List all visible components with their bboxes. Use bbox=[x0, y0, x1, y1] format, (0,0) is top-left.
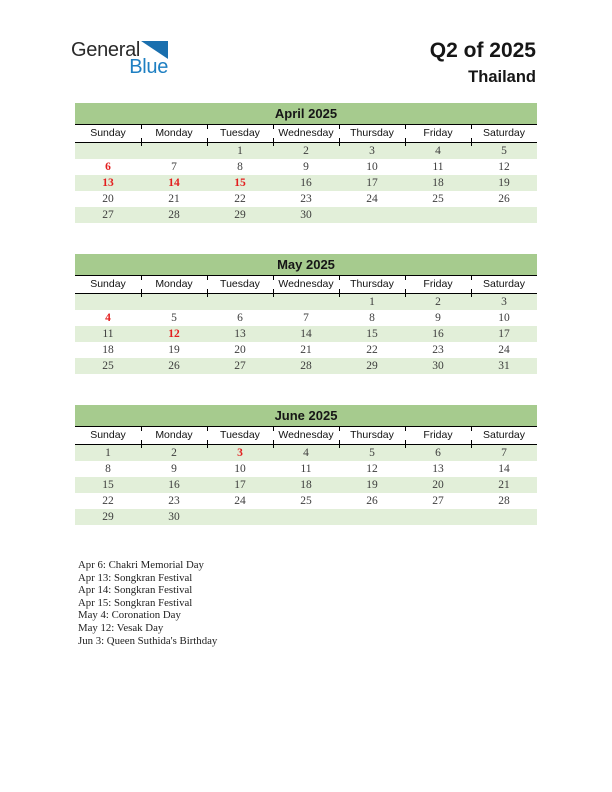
day-cell: 10 bbox=[234, 463, 246, 475]
day-cell: 20 bbox=[432, 479, 444, 491]
weekday-label: Monday bbox=[141, 427, 207, 444]
day-cell: 22 bbox=[234, 193, 246, 205]
holiday-note: Apr 14: Songkran Festival bbox=[78, 584, 193, 597]
day-cell: 27 bbox=[102, 209, 114, 221]
day-cell: 11 bbox=[432, 161, 444, 173]
weekday-label: Thursday bbox=[339, 125, 405, 142]
day-cell: 14 bbox=[498, 463, 510, 475]
logo-text-blue: Blue bbox=[129, 56, 169, 78]
masthead bbox=[430, 39, 536, 86]
general-blue-logo bbox=[71, 40, 168, 77]
weekday-label: Tuesday bbox=[207, 125, 273, 142]
month-calendar bbox=[75, 405, 537, 525]
week-row bbox=[75, 191, 537, 207]
day-cell: 8 bbox=[105, 463, 111, 475]
day-cell: 27 bbox=[432, 495, 444, 507]
day-cell: 9 bbox=[303, 161, 309, 173]
day-cell-holiday: 6 bbox=[105, 161, 111, 173]
day-cell: 30 bbox=[432, 360, 444, 372]
day-cell: 6 bbox=[237, 312, 243, 324]
holiday-note: Apr 6: Chakri Memorial Day bbox=[78, 559, 204, 571]
month-title: June 2025 bbox=[75, 405, 537, 426]
day-cell: 7 bbox=[303, 312, 309, 324]
day-cell: 1 bbox=[339, 294, 405, 310]
weekday-label: Sunday bbox=[90, 278, 126, 290]
day-cell: 25 bbox=[432, 193, 444, 205]
day-cell: 22 bbox=[102, 495, 114, 507]
month-calendar bbox=[75, 103, 537, 223]
weekday-label: Saturday bbox=[471, 276, 537, 293]
day-cell: 4 bbox=[273, 445, 339, 461]
day-cell: 7 bbox=[171, 161, 177, 173]
day-cell-empty bbox=[273, 294, 339, 310]
day-cell: 1 bbox=[105, 447, 111, 459]
day-cell: 2 bbox=[141, 445, 207, 461]
month-calendar bbox=[75, 254, 537, 374]
day-cell-empty bbox=[405, 509, 471, 525]
day-cell: 24 bbox=[234, 495, 246, 507]
day-cell: 11 bbox=[102, 328, 114, 340]
week-row bbox=[75, 445, 537, 461]
quarter-calendars bbox=[75, 103, 537, 556]
day-cell: 25 bbox=[300, 495, 312, 507]
weekday-label: Friday bbox=[405, 427, 471, 444]
week-row bbox=[75, 294, 537, 310]
week-row bbox=[75, 207, 537, 223]
weekday-header-row bbox=[75, 275, 537, 294]
weekday-label: Friday bbox=[405, 276, 471, 293]
day-cell: 22 bbox=[366, 344, 378, 356]
week-row bbox=[75, 342, 537, 358]
day-cell: 15 bbox=[102, 479, 114, 491]
day-cell: 1 bbox=[207, 143, 273, 159]
day-cell: 18 bbox=[300, 479, 312, 491]
day-cell: 9 bbox=[171, 463, 177, 475]
week-row bbox=[75, 493, 537, 509]
weekday-label: Thursday bbox=[339, 427, 405, 444]
day-cell: 16 bbox=[168, 479, 180, 491]
weekday-label: Wednesday bbox=[273, 276, 339, 293]
day-cell-empty bbox=[471, 509, 537, 525]
day-cell: 29 bbox=[234, 209, 246, 221]
week-row bbox=[75, 175, 537, 191]
day-cell: 16 bbox=[432, 328, 444, 340]
month-title: April 2025 bbox=[75, 103, 537, 124]
day-cell: 29 bbox=[102, 511, 114, 523]
day-cell: 27 bbox=[234, 360, 246, 372]
weekday-label: Wednesday bbox=[273, 427, 339, 444]
weekday-label: Saturday bbox=[471, 427, 537, 444]
day-cell: 23 bbox=[168, 495, 180, 507]
day-cell-empty bbox=[471, 207, 537, 223]
day-cell: 4 bbox=[405, 143, 471, 159]
day-cell: 21 bbox=[168, 193, 180, 205]
day-cell: 16 bbox=[300, 177, 312, 189]
day-cell-empty bbox=[405, 207, 471, 223]
week-row bbox=[75, 143, 537, 159]
day-cell: 5 bbox=[171, 312, 177, 324]
day-cell-empty bbox=[207, 509, 273, 525]
day-cell-holiday: 4 bbox=[105, 312, 111, 324]
week-row bbox=[75, 477, 537, 493]
day-cell-empty bbox=[75, 143, 141, 159]
day-cell-holiday: 15 bbox=[234, 177, 246, 189]
day-cell: 3 bbox=[471, 294, 537, 310]
day-cell: 26 bbox=[498, 193, 510, 205]
weekday-label: Sunday bbox=[90, 429, 126, 441]
day-cell-empty bbox=[141, 143, 207, 159]
holiday-note: May 12: Vesak Day bbox=[78, 621, 164, 634]
day-cell-holiday: 12 bbox=[168, 328, 180, 340]
day-cell: 8 bbox=[369, 312, 375, 324]
day-cell: 28 bbox=[300, 360, 312, 372]
day-cell: 13 bbox=[432, 463, 444, 475]
day-cell: 30 bbox=[300, 209, 312, 221]
day-cell-empty bbox=[207, 294, 273, 310]
day-cell: 24 bbox=[366, 193, 378, 205]
day-cell: 12 bbox=[498, 161, 510, 173]
weekday-header-row bbox=[75, 426, 537, 445]
day-cell: 5 bbox=[471, 143, 537, 159]
day-cell: 28 bbox=[498, 495, 510, 507]
day-cell: 17 bbox=[366, 177, 378, 189]
day-cell: 26 bbox=[366, 495, 378, 507]
day-cell: 13 bbox=[234, 328, 246, 340]
day-cell-empty bbox=[75, 294, 141, 310]
day-cell: 6 bbox=[405, 445, 471, 461]
day-cell: 9 bbox=[435, 312, 441, 324]
day-cell: 2 bbox=[273, 143, 339, 159]
weekday-label: Thursday bbox=[339, 276, 405, 293]
day-cell-holiday: 13 bbox=[102, 177, 114, 189]
day-cell: 21 bbox=[498, 479, 510, 491]
weekday-label: Friday bbox=[405, 125, 471, 142]
weekday-label: Wednesday bbox=[273, 125, 339, 142]
holiday-note: Jun 3: Queen Suthida's Birthday bbox=[78, 634, 218, 647]
day-cell: 30 bbox=[168, 511, 180, 523]
weekday-label: Saturday bbox=[471, 125, 537, 142]
day-cell: 18 bbox=[432, 177, 444, 189]
day-cell-empty bbox=[339, 509, 405, 525]
weekday-label: Tuesday bbox=[207, 427, 273, 444]
holiday-note: Apr 13: Songkran Festival bbox=[78, 571, 193, 584]
day-cell: 21 bbox=[300, 344, 312, 356]
day-cell: 11 bbox=[300, 463, 312, 475]
holiday-note: May 4: Coronation Day bbox=[78, 609, 181, 622]
weekday-header-row bbox=[75, 124, 537, 143]
day-cell: 28 bbox=[168, 209, 180, 221]
logo-text-general: General bbox=[71, 39, 141, 61]
day-cell: 25 bbox=[102, 360, 114, 372]
week-row bbox=[75, 358, 537, 374]
weekday-label: Sunday bbox=[90, 127, 126, 139]
weekday-label: Tuesday bbox=[207, 276, 273, 293]
day-cell: 10 bbox=[366, 161, 378, 173]
day-cell: 17 bbox=[234, 479, 246, 491]
day-cell: 29 bbox=[366, 360, 378, 372]
page-title: Q2 of 2025 bbox=[429, 39, 536, 62]
day-cell: 20 bbox=[234, 344, 246, 356]
day-cell-empty bbox=[339, 207, 405, 223]
day-cell: 15 bbox=[366, 328, 378, 340]
day-cell: 3 bbox=[339, 143, 405, 159]
day-cell: 10 bbox=[498, 312, 510, 324]
day-cell: 7 bbox=[471, 445, 537, 461]
day-cell: 17 bbox=[498, 328, 510, 340]
day-cell: 12 bbox=[366, 463, 378, 475]
day-cell: 19 bbox=[366, 479, 378, 491]
holiday-notes-list bbox=[78, 559, 217, 647]
day-cell-empty bbox=[273, 509, 339, 525]
week-row bbox=[75, 461, 537, 477]
day-cell: 23 bbox=[300, 193, 312, 205]
week-row bbox=[75, 159, 537, 175]
day-cell-empty bbox=[141, 294, 207, 310]
day-cell: 19 bbox=[498, 177, 510, 189]
day-cell: 2 bbox=[405, 294, 471, 310]
month-title: May 2025 bbox=[75, 254, 537, 275]
page-subtitle: Thailand bbox=[468, 68, 536, 86]
day-cell-holiday: 3 bbox=[207, 445, 273, 461]
day-cell: 5 bbox=[339, 445, 405, 461]
day-cell-holiday: 14 bbox=[168, 177, 180, 189]
day-cell: 23 bbox=[432, 344, 444, 356]
week-row bbox=[75, 310, 537, 326]
day-cell: 19 bbox=[168, 344, 180, 356]
day-cell: 8 bbox=[237, 161, 243, 173]
weekday-label: Monday bbox=[141, 125, 207, 142]
day-cell: 18 bbox=[102, 344, 114, 356]
day-cell: 26 bbox=[168, 360, 180, 372]
day-cell: 20 bbox=[102, 193, 114, 205]
day-cell: 24 bbox=[498, 344, 510, 356]
week-row bbox=[75, 326, 537, 342]
weekday-label: Monday bbox=[141, 276, 207, 293]
day-cell: 31 bbox=[498, 360, 510, 372]
day-cell: 14 bbox=[300, 328, 312, 340]
holiday-note: Apr 15: Songkran Festival bbox=[78, 596, 193, 609]
week-row bbox=[75, 509, 537, 525]
